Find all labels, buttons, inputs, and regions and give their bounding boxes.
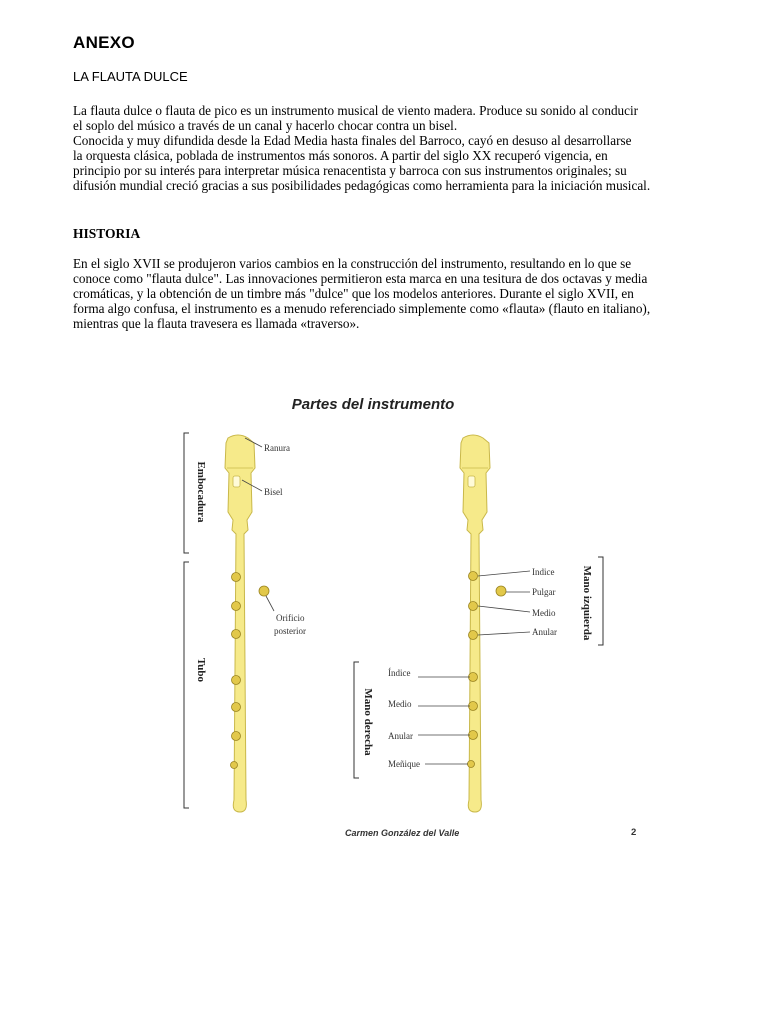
orificio-pointer (266, 596, 274, 611)
right-hand-label: Meñique (388, 759, 420, 769)
tone-hole (469, 602, 478, 611)
right-hand-label: Anular (388, 731, 413, 741)
tubo-label: Tubo (195, 657, 207, 683)
left-recorder (225, 435, 269, 812)
page-title: ANEXO (73, 33, 135, 52)
embocadura-label: Embocadura (195, 461, 207, 523)
history-line: conoce como "flauta dulce". Las innovaciones permitieron esta marca en una tesitura de dos octavas y media (73, 271, 648, 286)
figure-author: Carmen González del Valle (345, 828, 460, 838)
intro-line: principio por su interés para interpretar música renacentista y barroca con sus instrumentos originales; su (73, 163, 627, 178)
intro-paragraph (73, 103, 703, 193)
thumb-hole (496, 586, 506, 596)
right-hand-label: Índice (388, 668, 411, 678)
mano-derecha-bracket (354, 662, 359, 778)
left-hand-label: Pulgar (532, 587, 556, 597)
intro-line: el soplo del músico a través de un canal y hacerlo chocar contra un bisel. (73, 118, 458, 133)
tone-hole (232, 602, 241, 611)
anular-pointer (478, 632, 530, 635)
history-line: cromáticas, y la obtención de un timbre más "dulce" que los modelos anteriores. Durante el siglo XVII, en (73, 286, 634, 301)
intro-line: Conocida y muy difundida desde la Edad Media hasta finales del Barroco, cayó en desuso al desarrollarse (73, 133, 632, 148)
indice-pointer (478, 571, 530, 576)
right-recorder-body (460, 435, 490, 812)
figure-title: Partes del instrumento (291, 396, 455, 413)
intro-line: La flauta dulce o flauta de pico es un instrumento musical de viento madera. Produce su sonido al conducir (73, 103, 639, 118)
ranura-label: Ranura (264, 443, 290, 453)
tone-hole (468, 761, 475, 768)
tone-hole (469, 572, 478, 581)
history-line: mientras que la flauta travesera es llamada «traverso». (73, 316, 360, 331)
mano-izquierda-label: Mano izquierda (581, 565, 593, 641)
figure-page-number: 2 (631, 827, 637, 838)
left-window (233, 476, 240, 487)
posterior-label: posterior (274, 626, 306, 636)
history-heading: HISTORIA (73, 226, 141, 241)
tone-hole (232, 630, 241, 639)
recorder-diagram (0, 380, 768, 830)
orificio-label: Orificio (276, 613, 305, 623)
left-hand-label: Medio (532, 608, 556, 618)
right-hand-label: Medio (388, 699, 412, 709)
tone-hole (231, 762, 238, 769)
intro-line: la orquesta clásica, poblada de instrumentos más sonoros. A partir del siglo XX recuperó vigencia, en (73, 148, 608, 163)
left-recorder-body (225, 435, 255, 812)
right-recorder (460, 435, 506, 812)
section-subtitle: LA FLAUTA DULCE (73, 69, 188, 84)
tubo-bracket (184, 562, 189, 808)
intro-line: difusión mundial creció gracias a sus posibilidades pedagógicas como herramienta para la iniciación musical. (73, 178, 651, 193)
embocadura-bracket (184, 433, 189, 553)
history-paragraph (73, 256, 703, 331)
left-hand-label: Indice (532, 567, 555, 577)
tone-hole (232, 732, 241, 741)
mano-izquierda-bracket (598, 557, 603, 645)
left-hand-label: Anular (532, 627, 557, 637)
rear-hole (259, 586, 269, 596)
history-line: forma algo confusa, el instrumento es a menudo referenciado simplemente como «flauta» (flauto en italiano), (73, 301, 651, 316)
tone-hole (232, 573, 241, 582)
tone-hole (232, 703, 241, 712)
right-window (468, 476, 475, 487)
tone-hole (469, 631, 478, 640)
history-line: En el siglo XVII se produjeron varios cambios en la construcción del instrumento, resultando en lo que se (73, 256, 632, 271)
medio-pointer (478, 606, 530, 612)
tone-hole (232, 676, 241, 685)
bisel-label: Bisel (264, 487, 283, 497)
mano-derecha-label: Mano derecha (362, 688, 374, 756)
